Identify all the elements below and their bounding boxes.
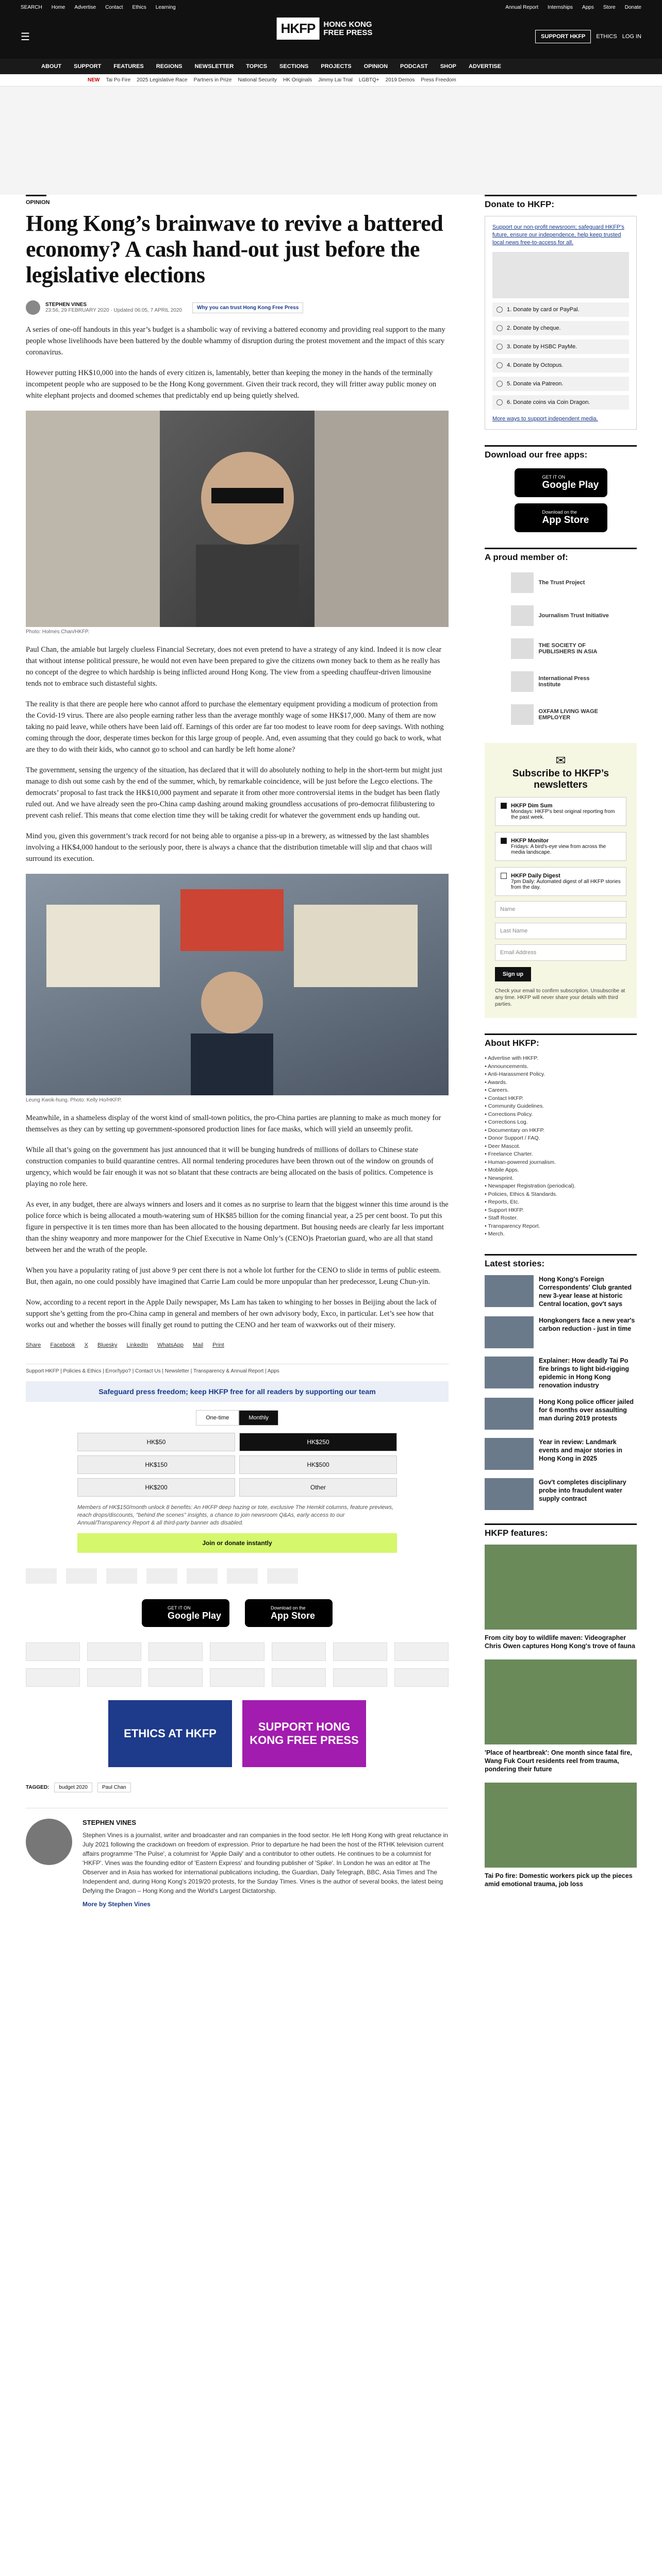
payment-logo[interactable] xyxy=(26,1642,80,1661)
feature-title[interactable]: 'Place of heartbreak': One month since fatal fire, Wang Fuk Court residents reel from trauma, pondering their future xyxy=(485,1749,632,1773)
story-title[interactable]: Year in review: Landmark events and major stories in Hong Kong in 2025 xyxy=(539,1438,622,1462)
partner-logo xyxy=(227,1568,258,1584)
section-label[interactable]: OPINION xyxy=(26,195,46,206)
story-thumbnail[interactable] xyxy=(485,1478,534,1510)
payment-logo[interactable] xyxy=(394,1642,449,1661)
about-heading: About HKFP: xyxy=(485,1033,637,1048)
about-link[interactable]: • Freelance Charter. xyxy=(485,1150,637,1159)
signup-button[interactable]: Sign up xyxy=(495,967,531,981)
share-facebook[interactable]: Facebook xyxy=(50,1342,75,1348)
payment-logo[interactable] xyxy=(87,1642,141,1661)
donate-option[interactable]: 5. Donate via Patreon. xyxy=(492,377,629,391)
nav-item-regions[interactable]: REGIONS xyxy=(156,63,183,70)
nav-item-opinion[interactable]: OPINION xyxy=(363,63,388,70)
share-x[interactable]: X xyxy=(84,1342,89,1348)
latest-stories xyxy=(485,1275,637,1510)
story-thumbnail[interactable] xyxy=(485,1398,534,1430)
donate-intro-link[interactable]: Support our non-profit newsroom; safeguard HKFP's future, ensure our independence, help keep trusted local news free-to-access for all. xyxy=(492,224,624,246)
amount-option[interactable]: HK$200 xyxy=(77,1478,235,1497)
about-list xyxy=(485,1055,637,1239)
newsletter-option[interactable]: HKFP Daily Digest 7pm Daily: Automated digest of all HKFP stories from the day. xyxy=(495,867,626,896)
learning-link[interactable]: Learning xyxy=(155,4,176,10)
top-utility-bar xyxy=(0,0,662,14)
badge-small-text: Download on the xyxy=(271,1605,306,1611)
feature-stories xyxy=(485,1545,637,1888)
app-store-badge[interactable] xyxy=(515,503,607,532)
story-thumbnail[interactable] xyxy=(485,1275,534,1307)
app-store-badge[interactable] xyxy=(245,1599,333,1627)
about-link[interactable]: • Deer Mascot. xyxy=(485,1143,637,1151)
article-date: 23:56, 29 FEBRUARY 2020 · Updated 06:05, 7 APRIL 2020 xyxy=(45,308,182,313)
byline xyxy=(26,300,449,315)
site-logo[interactable] xyxy=(277,18,386,40)
photo-caption: Photo: Holmes Chan/HKFP. xyxy=(26,629,90,635)
envelope-icon: ✉ xyxy=(555,754,566,768)
share-mail[interactable]: Mail xyxy=(192,1342,204,1348)
support-hkfp-button[interactable]: SUPPORT HKFP xyxy=(535,30,591,43)
app-badges xyxy=(26,1599,449,1627)
last-name-field[interactable]: Last Name xyxy=(495,923,626,939)
author-box-name[interactable]: STEPHEN VINES xyxy=(82,1819,137,1826)
latest-story[interactable] xyxy=(485,1275,637,1308)
ethics-promo[interactable]: ETHICS AT HKFP xyxy=(108,1700,232,1767)
photo-illustration xyxy=(26,874,449,1095)
google-play-badge[interactable] xyxy=(515,468,607,497)
paragraph: Meanwhile, in a shameless display of the worst kind of small-town politics, the pro-China parties are planning to make as much money for themselves as they can by setting up government-sponsored production lines for face masks, which will yield an unseemly profit. xyxy=(26,1114,441,1133)
sidebar xyxy=(485,195,637,1897)
side-app-badges xyxy=(485,468,637,532)
badge-small-text: Download on the xyxy=(542,510,577,515)
member-logo[interactable]: The Trust Project xyxy=(485,570,637,596)
story-title[interactable]: Hong Kong's Foreign Correspondents' Club granted new 3-year lease at historic Central location, gov't says xyxy=(539,1275,632,1308)
nav-item-podcast[interactable]: PODCAST xyxy=(400,63,428,70)
payment-logo[interactable] xyxy=(210,1668,264,1687)
feature-image[interactable] xyxy=(485,1783,637,1868)
feature-image[interactable] xyxy=(485,1659,637,1744)
newsletter-note: Check your email to confirm subscription. Unsubscribe at any time. HKFP will never share your details with third parties. xyxy=(495,988,625,1007)
badge-big-text: App Store xyxy=(542,515,589,526)
promo-banners xyxy=(26,1700,449,1767)
feature-title[interactable]: From city boy to wildlife maven: Videographer Chris Owen captures Hong Kong's trove of fauna xyxy=(485,1634,635,1650)
trending-link[interactable]: Jimmy Lai Trial xyxy=(318,77,353,83)
search-link[interactable]: SEARCH xyxy=(21,4,42,10)
about-link[interactable]: • Merch. xyxy=(485,1230,637,1239)
badge-big-text: App Store xyxy=(271,1610,316,1621)
trending-link[interactable]: Tai Po Fire xyxy=(106,77,131,83)
avatar xyxy=(26,1819,72,1865)
donate-box xyxy=(485,216,637,430)
tagged-label: TAGGED: xyxy=(26,1785,49,1790)
header-ethics-link[interactable]: ETHICS xyxy=(596,33,617,40)
email-field[interactable]: Email Address xyxy=(495,944,626,961)
donate-heading: Donate to HKFP: xyxy=(485,195,637,210)
latest-story[interactable] xyxy=(485,1357,637,1389)
newsletter-option[interactable]: HKFP Monitor Fridays: A bird's-eye view from across the media landscape. xyxy=(495,832,626,861)
about-link[interactable]: • Documentary on HKFP. xyxy=(485,1127,637,1135)
amount-option[interactable]: HK$250 xyxy=(239,1433,397,1451)
share-bar xyxy=(26,1342,449,1348)
partner-logo xyxy=(267,1568,298,1584)
annual-report-link[interactable]: Annual Report xyxy=(505,4,539,10)
feature-title[interactable]: Tai Po fire: Domestic workers pick up the pieces amid emotional trauma, job loss xyxy=(485,1872,633,1888)
badge-small-text: GET IT ON xyxy=(542,474,566,480)
donate-option[interactable]: 6. Donate coins via Coin Dragon. xyxy=(492,395,629,410)
article xyxy=(26,195,449,1909)
logo-mark: HKFP xyxy=(277,18,320,40)
partner-logos xyxy=(26,1568,449,1584)
about-link[interactable]: • Anti-Harassment Policy. xyxy=(485,1071,637,1079)
membership-perks: Members of HK$150/month unlock 8 benefits: An HKFP deep hazing or tote, exclusive The Hemkit columns, feature previews, reach drops/discounts, "behind the scenes" insights, a chance to join newsroom Q&As, early access to our Annual/Transparency Report & all third-party banner ads disabled. xyxy=(77,1504,394,1526)
about-link[interactable]: • Awards. xyxy=(485,1079,637,1087)
more-ways-link[interactable]: More ways to support independent media. xyxy=(492,416,598,422)
menu-icon[interactable]: ☰ xyxy=(21,31,30,43)
site-header xyxy=(0,14,662,59)
avatar xyxy=(26,300,40,315)
paragraph: The reality is that there are people here who cannot afford to purchase the elementary equipment providing a modicum of protection from the Covid-19 virus. There are also people earning rather less than the average monthly wage of some HK$17,000. Many of them are now taking no paid leave, while others have been laid off. Earnings of this order are far too modest to leave room for deep savings. With nothing coming through the door, desperate times beckon for this large group of people. And, even assuming that they could go back to work, what are they to do with their kids, who cannot go to school and can hardly be left home alone? xyxy=(26,700,444,754)
donate-link[interactable]: Donate xyxy=(624,4,641,10)
photo-caption: Leung Kwok-hung. Photo: Kelly Ho/HKFP. xyxy=(26,1097,122,1103)
trust-button[interactable]: Why you can trust Hong Kong Free Press xyxy=(192,302,303,313)
about-link[interactable]: • Community Guidelines. xyxy=(485,1103,637,1111)
newsletter-heading: Subscribe to HKFP’s newsletters xyxy=(512,768,609,790)
paragraph: When you have a popularity rating of just above 9 per cent there is not a whole lot further for the CENO to slide in terms of public esteem. But, then again, no one could possibly have imagined that Carrie Lam could be more unpopular than her predecessor, Leung Chun-yin. xyxy=(26,1266,441,1286)
donate-option[interactable]: 4. Donate by Octopus. xyxy=(492,358,629,372)
trending-link[interactable]: HK Originals xyxy=(283,77,312,83)
tab-monthly[interactable]: Monthly xyxy=(239,1410,278,1426)
about-link[interactable]: • Corrections Log. xyxy=(485,1118,637,1127)
features-heading: HKFP features: xyxy=(485,1523,637,1538)
ethics-link[interactable]: Ethics xyxy=(132,4,146,10)
about-link[interactable]: • Human-powered journalism. xyxy=(485,1159,637,1167)
donate-text xyxy=(492,224,629,247)
story-thumbnail[interactable] xyxy=(485,1316,534,1348)
tab-one-time[interactable]: One-time xyxy=(196,1410,239,1426)
nav-item-projects[interactable]: PROJECTS xyxy=(321,63,352,70)
latest-story[interactable] xyxy=(485,1316,637,1348)
about-link[interactable]: • Staff Roster. xyxy=(485,1214,637,1223)
store-link[interactable]: Store xyxy=(603,4,616,10)
about-link[interactable]: • Support HKFP. xyxy=(485,1207,637,1215)
about-link[interactable]: • Donor Support / FAQ. xyxy=(485,1134,637,1143)
paragraph: The government, sensing the urgency of the situation, has declared that it will do absolutely nothing to help in the short-term but might just manage to dish out some cash by the end of the summer, which, by remarkable coincidence, will be just before the Legco elections. The democrats’ proposal to fast track the HK$10,000 payment and separate it from other more controversial items in the budget has been flatly ruled out. And we have already seen the pro-China camp dashing around making groundless accusations of pro-democrat filibustering to prevent cash relief. This means that come election time they will be taking credit for whatever the government ends up handing out. xyxy=(26,766,442,820)
trending-link[interactable]: 2019 Demos xyxy=(385,77,415,83)
nav-item-about[interactable]: ABOUT xyxy=(41,63,62,70)
payment-logo[interactable] xyxy=(148,1642,203,1661)
members-heading: A proud member of: xyxy=(485,548,637,563)
payment-logo[interactable] xyxy=(87,1668,141,1687)
about-link[interactable]: • Advertise with HKFP. xyxy=(485,1055,637,1063)
badge-big-text: Google Play xyxy=(168,1610,222,1621)
badge-big-text: Google Play xyxy=(542,480,599,490)
author-bio: Stephen Vines is a journalist, writer and broadcaster and ran companies in the food sector. He left Hong Kong with great reluctance in July 2021 following the crackdown on freedom of expression. Prior to departure he had been the host of the RTHK television current affairs programme 'The Pulse', a columnist for 'Apple Daily' and a contributor to other outlets. He continues to be a columnist for 'HKFP'. Vines was the founding editor of 'Eastern Express' and founding publisher of 'Spike'. In London he was an editor at The Observer and in Asia has worked for international publications including, the Guardian, Daily Telegraph, BBC, Asia Times and The Independent and, during Hong Kong's 2019/20 protests, for the Sunday Times. Vines is the author of several books, the latest being Defying the Dragon – Hong Kong and the World's Largest Dictatorship. xyxy=(82,1832,448,1894)
share-print[interactable]: Print xyxy=(212,1342,224,1348)
nav-item-newsletter[interactable]: NEWSLETTER xyxy=(194,63,234,70)
tags xyxy=(26,1783,449,1792)
latest-heading: Latest stories: xyxy=(485,1254,637,1269)
payment-logo[interactable] xyxy=(210,1642,264,1661)
latest-story[interactable] xyxy=(485,1398,637,1430)
more-by-author-link[interactable]: More by Stephen Vines xyxy=(82,1901,151,1908)
safeguard-banner[interactable]: Safeguard press freedom; keep HKFP free for all readers by supporting our team xyxy=(26,1381,449,1402)
payment-logo[interactable] xyxy=(26,1668,80,1687)
amount-option[interactable]: HK$500 xyxy=(239,1455,397,1474)
story-title[interactable]: Explainer: How deadly Tai Po fire brings to light bid-rigging epidemic in Hong Kong renovation industry xyxy=(539,1357,629,1389)
partner-logo xyxy=(66,1568,97,1584)
apps-link[interactable]: Apps xyxy=(582,4,594,10)
support-promo[interactable]: SUPPORT HONG KONG FREE PRESS xyxy=(242,1700,366,1767)
payment-frequency-tabs xyxy=(26,1410,449,1426)
trending-link[interactable]: LGBTQ+ xyxy=(358,77,379,83)
paragraph: Mind you, given this government’s track record for not being able to organise a piss-up in a brewery, as witnessed by the last shambles involving a HK$4,000 handout to the seriously poor, there is always a chance that the distribution timetable will slip and that chaos will surround its execution. xyxy=(26,832,432,863)
logo-text: HONG KONG FREE PRESS xyxy=(323,20,373,37)
trending-link[interactable]: 2025 Legislative Race xyxy=(137,77,188,83)
login-link[interactable]: LOG IN xyxy=(622,33,641,40)
new-badge: NEW xyxy=(88,77,100,83)
payment-logo[interactable] xyxy=(333,1642,387,1661)
newsletter-option[interactable]: HKFP Dim Sum Mondays: HKFP's best original reporting from the past week. xyxy=(495,797,626,826)
badge-small-text: GET IT ON xyxy=(168,1605,191,1611)
paragraph: A series of one-off handouts in this year’s budget is a shambolic way of reviving a battered economy and providing real support to the many people whose livelihoods have been battered by the double whammy of disruption during the protest movement and the impact of this scary coronavirus. xyxy=(26,326,445,357)
newsletter-box xyxy=(485,743,637,1018)
internships-link[interactable]: Internships xyxy=(548,4,573,10)
story-title[interactable]: Hong Kong police officer jailed for 6 months over assaulting man during 2019 protests xyxy=(539,1398,634,1422)
amount-option[interactable]: Other xyxy=(239,1478,397,1497)
author-name[interactable]: STEPHEN VINES xyxy=(45,302,87,308)
about-link[interactable]: • Careers. xyxy=(485,1087,637,1095)
about-link[interactable]: • Newspaper Registration (periodical). xyxy=(485,1182,637,1191)
share-linkedin[interactable]: LinkedIn xyxy=(126,1342,148,1348)
member-logo[interactable]: International Press Institute xyxy=(485,669,637,694)
latest-story[interactable] xyxy=(485,1478,637,1510)
nav-item-support[interactable]: SUPPORT xyxy=(74,63,102,70)
amount-option[interactable]: HK$50 xyxy=(77,1433,235,1451)
checkbox[interactable] xyxy=(501,838,507,844)
about-link[interactable]: • Announcements. xyxy=(485,1063,637,1071)
about-link[interactable]: • Mobile Apps. xyxy=(485,1166,637,1175)
author-box xyxy=(26,1808,449,1909)
nav-item-features[interactable]: FEATURES xyxy=(113,63,144,70)
checkbox[interactable] xyxy=(501,873,507,879)
payment-methods xyxy=(26,1642,449,1687)
story-thumbnail[interactable] xyxy=(485,1438,534,1470)
tag[interactable]: Paul Chan xyxy=(97,1783,131,1792)
name-field[interactable]: Name xyxy=(495,901,626,918)
about-link[interactable]: • Contact HKFP. xyxy=(485,1095,637,1103)
story-thumbnail[interactable] xyxy=(485,1357,534,1388)
trending-link[interactable]: National Security xyxy=(238,77,277,83)
nav-item-topics[interactable]: TOPICS xyxy=(246,63,268,70)
donate-image xyxy=(492,252,629,298)
paragraph: Now, according to a recent report in the Apple Daily newspaper, Ms Lam has taken to whinging to her bosses in Beijing about the lack of support she’s getting from the pro-China camp in general and members of her own advisory body, Exco, in particular. Let’s see how that works out and whether the bosses will finally get round to putting the CENO and her team of waxworks out of their misery. xyxy=(26,1298,437,1329)
join-button[interactable]: Join or donate instantly xyxy=(77,1533,397,1553)
payment-logo[interactable] xyxy=(394,1668,449,1687)
about-link[interactable]: • Transparency Report. xyxy=(485,1223,637,1231)
share-label: Share xyxy=(26,1342,41,1348)
partner-logo xyxy=(26,1568,57,1584)
share-bluesky[interactable]: Bluesky xyxy=(97,1342,118,1348)
donate-option[interactable]: 1. Donate by card or PayPal. xyxy=(492,302,629,317)
partner-logo xyxy=(146,1568,177,1584)
main-nav xyxy=(0,59,662,74)
payment-logo[interactable] xyxy=(333,1668,387,1687)
member-logo[interactable]: THE SOCIETY OF PUBLISHERS IN ASIA xyxy=(485,636,637,662)
article-title: Hong Kong’s brainwave to revive a battered economy? A cash hand-out just before the legislative elections xyxy=(26,211,443,287)
photo-illustration xyxy=(26,411,449,627)
checkbox[interactable] xyxy=(501,803,507,809)
nav-item-sections[interactable]: SECTIONS xyxy=(279,63,309,70)
trending-link[interactable]: Partners in Prize xyxy=(193,77,232,83)
share-whatsapp[interactable]: WhatsApp xyxy=(157,1342,184,1348)
nav-item-shop[interactable]: SHOP xyxy=(440,63,456,70)
paragraph: While all that’s going on the government has just announced that it will be bunging hundreds of millions of dollars to Chinese state construction companies to build quarantine centres. All normal tendering procedures have been thrown out of the window on grounds of urgency, which would be fair enough it was not so blatant that these contracts are being allocated on the basis of politics. Competence is playing no role here. xyxy=(26,1146,434,1188)
support-links[interactable]: Support HKFP | Policies & Ethics | Error/typo? | Contact Us | Newsletter | Transparency & Annual Report | Apps xyxy=(26,1364,449,1374)
about-link[interactable]: • Reports, Etc. xyxy=(485,1198,637,1207)
ad-slot xyxy=(0,87,662,195)
trending-link[interactable]: Press Freedom xyxy=(421,77,456,83)
paragraph: Paul Chan, the amiable but largely clueless Financial Secretary, does not even pretend to have a strategy of any kind. Indeed it is now clear that without intense political pressure, he would not even have been prepared to give the citizens own money back to them as he really has no concept of the degree to which hardship is being inflicted around Hong Kong. The view from a speeding chauffeur-driven limousine tends not to embrace such distasteful sights. xyxy=(26,646,442,688)
partner-logo xyxy=(106,1568,137,1584)
partner-logo xyxy=(187,1568,218,1584)
story-title[interactable]: Hongkongers face a new year's carbon reduction - just in time xyxy=(539,1316,635,1332)
donate-option[interactable]: 3. Donate by HSBC PayMe. xyxy=(492,340,629,354)
amount-option[interactable]: HK$150 xyxy=(77,1455,235,1474)
donate-option[interactable]: 2. Donate by cheque. xyxy=(492,321,629,335)
article-photo xyxy=(26,874,449,1095)
latest-story[interactable] xyxy=(485,1438,637,1470)
feature-image[interactable] xyxy=(485,1545,637,1630)
apps-heading: Download our free apps: xyxy=(485,445,637,460)
about-link[interactable]: • Corrections Policy. xyxy=(485,1111,637,1119)
about-link[interactable]: • Policies, Ethics & Standards. xyxy=(485,1191,637,1199)
google-play-badge[interactable] xyxy=(142,1599,229,1627)
trending-bar xyxy=(0,74,662,87)
paragraph: However putting HK$10,000 into the hands of every citizen is, lamentably, better than keeping the money in the hands of the terminally incompetent people who are supposed to be the Hong Kong government. Given their track record, they will fritter away public money on white elephant projects and doomed schemes that predictably end up being quietly shelved. xyxy=(26,369,437,400)
advertise-link[interactable]: Advertise xyxy=(74,4,96,10)
payment-logo[interactable] xyxy=(148,1668,203,1687)
article-photo xyxy=(26,411,449,627)
member-logo[interactable]: OXFAM LIVING WAGE EMPLOYER xyxy=(485,702,637,727)
paragraph: As ever, in any budget, there are always winners and losers and it comes as no surprise to learn that the biggest winner this time around is the police force which is being allocated a mouth-watering sum of HK$85 billion for the coming financial year, a 25 per cent boost. To put this figure in perspective it is ten times more than has been allocated to the housing department. But housing needs are clearly far less important than the shiny weaponry and more manpower for the Chief Executive in Name Only’s (CENO)s Praetorian guard, who are all that stand between her and the wrath of the people. xyxy=(26,1200,449,1254)
home-link[interactable]: Home xyxy=(51,4,65,10)
tag[interactable]: budget 2020 xyxy=(54,1783,92,1792)
payment-logo[interactable] xyxy=(272,1642,326,1661)
amount-options xyxy=(77,1433,397,1497)
nav-item-advertise[interactable]: ADVERTISE xyxy=(469,63,501,70)
member-logo[interactable]: Journalism Trust Initiative xyxy=(485,603,637,629)
payment-logo[interactable] xyxy=(272,1668,326,1687)
about-link[interactable]: • Newsprint. xyxy=(485,1175,637,1183)
story-title[interactable]: Gov't completes disciplinary probe into fraudulent water supply contract xyxy=(539,1478,626,1502)
contact-link[interactable]: Contact xyxy=(105,4,123,10)
